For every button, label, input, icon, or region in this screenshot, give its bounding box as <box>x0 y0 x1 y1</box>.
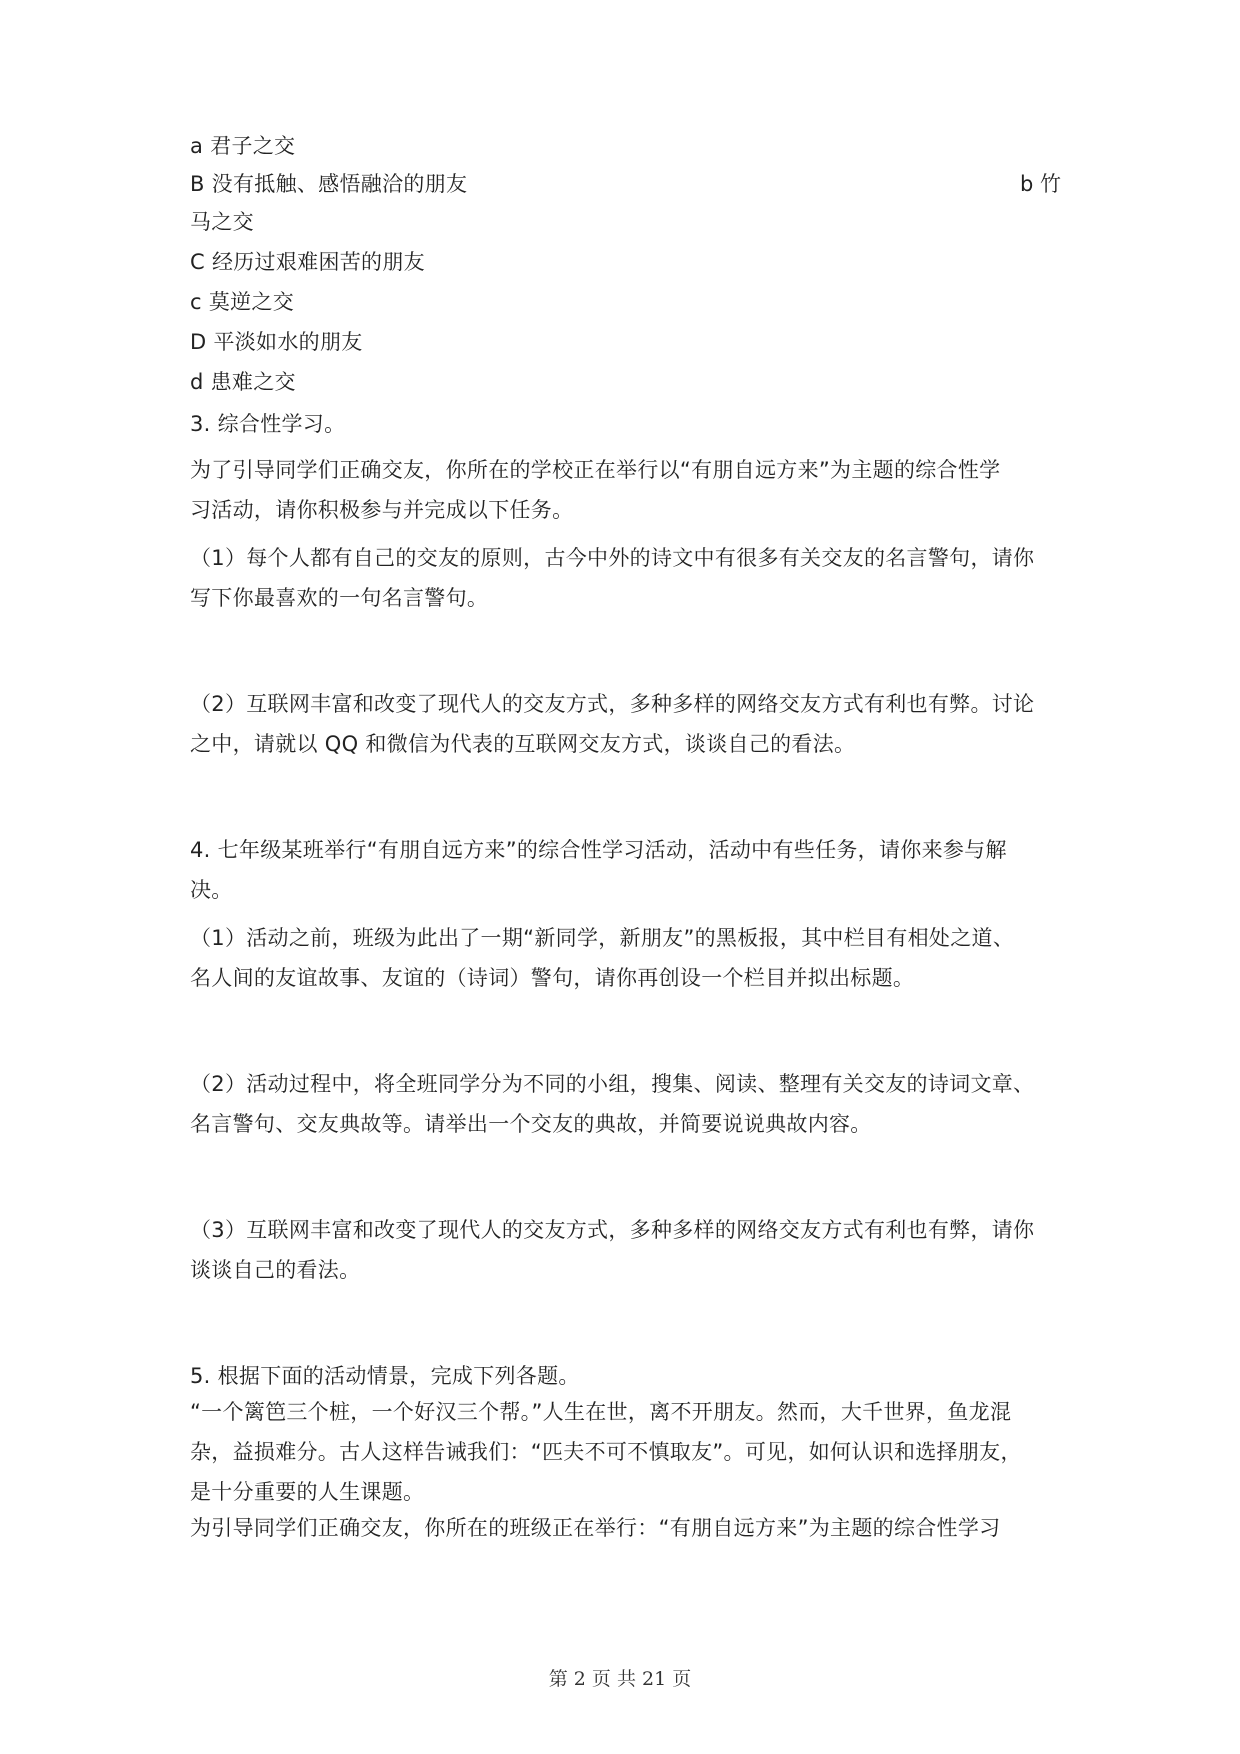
matching-item-a: a 君子之交 <box>190 134 296 158</box>
q4-sub1-line2: 名人间的友谊故事、友谊的（诗词）警句，请你再创设一个栏目并拟出标题。 <box>190 966 915 990</box>
q5-heading: 5. 根据下面的活动情景，完成下列各题。 <box>190 1364 580 1388</box>
q5-para1-line3: 是十分重要的人生课题。 <box>190 1480 425 1504</box>
q3-heading: 3. 综合性学习。 <box>190 412 346 436</box>
matching-item-B: B 没有抵触、感悟融洽的朋友 <box>190 172 468 196</box>
matching-item-d: d 患难之交 <box>190 370 296 394</box>
q4-heading-line1: 4. 七年级某班举行“有朋自远方来”的综合性学习活动，活动中有些任务，请你来参与解 <box>190 838 1007 862</box>
q3-sub1-line1: （1）每个人都有自己的交友的原则，古今中外的诗文中有很多有关交友的名言警句，请你 <box>190 546 1035 570</box>
q4-sub3-line2: 谈谈自己的看法。 <box>190 1258 361 1282</box>
q3-sub1-line2: 写下你最喜欢的一句名言警句。 <box>190 586 489 610</box>
q5-para2-line1: 为引导同学们正确交友，你所在的班级正在举行：“有朋自远方来”为主题的综合性学习 <box>190 1516 1001 1540</box>
q3-intro-line2: 习活动，请你积极参与并完成以下任务。 <box>190 498 574 522</box>
page-number-footer: 第 2 页 共 21 页 <box>548 1668 692 1690</box>
q4-sub2-line1: （2）活动过程中，将全班同学分为不同的小组，搜集、阅读、整理有关交友的诗词文章、 <box>190 1072 1035 1096</box>
matching-item-C: C 经历过艰难困苦的朋友 <box>190 250 425 274</box>
matching-item-D: D 平淡如水的朋友 <box>190 330 363 354</box>
q3-sub2-line1: （2）互联网丰富和改变了现代人的交友方式，多种多样的网络交友方式有利也有弊。讨论 <box>190 692 1035 716</box>
matching-item-b-part2: 马之交 <box>190 210 254 234</box>
q3-sub2-line2: 之中，请就以 QQ 和微信为代表的互联网交友方式，谈谈自己的看法。 <box>190 732 856 756</box>
q3-intro-line1: 为了引导同学们正确交友，你所在的学校正在举行以“有朋自远方来”为主题的综合性学 <box>190 458 1001 482</box>
q4-sub2-line2: 名言警句、交友典故等。请举出一个交友的典故，并简要说说典故内容。 <box>190 1112 872 1136</box>
q5-para1-line1: “一个篱笆三个桩，一个好汉三个帮。”人生在世，离不开朋友。然而，大千世界，鱼龙混 <box>190 1400 1012 1424</box>
q5-para1-line2: 杂，益损难分。古人这样告诫我们：“匹夫不可不慎取友”。可见，如何认识和选择朋友， <box>190 1440 1022 1464</box>
q4-sub3-line1: （3）互联网丰富和改变了现代人的交友方式，多种多样的网络交友方式有利也有弊，请你 <box>190 1218 1035 1242</box>
matching-item-b-part1: b 竹 <box>1020 172 1062 196</box>
matching-item-c: c 莫逆之交 <box>190 290 295 314</box>
q4-heading-line2: 决。 <box>190 878 233 902</box>
q4-sub1-line1: （1）活动之前，班级为此出了一期“新同学，新朋友”的黑板报，其中栏目有相处之道、 <box>190 926 1015 950</box>
